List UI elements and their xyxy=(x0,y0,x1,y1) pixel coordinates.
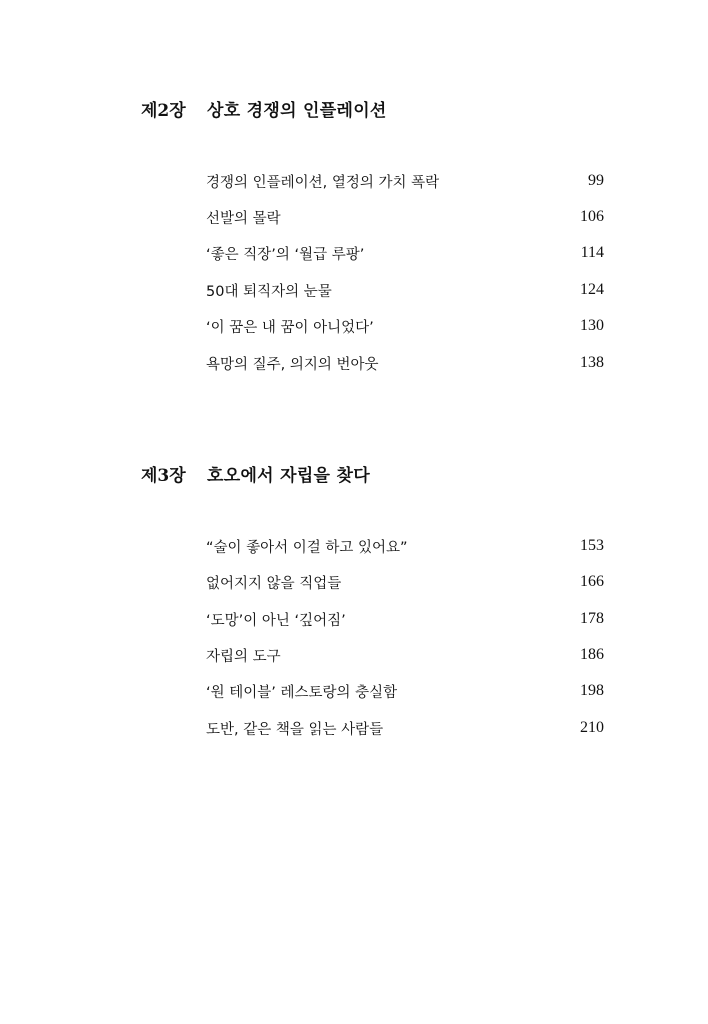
toc-entry[interactable] xyxy=(206,352,604,374)
chapter-title: 호오에서 자립을 찾다 xyxy=(207,466,370,486)
entry-page-number: 153 xyxy=(580,537,604,554)
toc-entry[interactable] xyxy=(206,315,604,337)
entry-page-number: 210 xyxy=(580,719,604,736)
entry-title: ‘원 테이블’ 레스토랑의 충실함 xyxy=(206,684,398,701)
entry-page-number: 99 xyxy=(588,172,604,189)
toc-entry[interactable] xyxy=(206,206,604,228)
entry-title: 욕망의 질주, 의지의 번아웃 xyxy=(206,356,379,373)
toc-entry[interactable] xyxy=(206,279,604,301)
entry-title: ‘이 꿈은 내 꿈이 아니었다’ xyxy=(206,319,374,336)
chapter-number: 제3장 xyxy=(141,466,186,486)
toc-entry[interactable] xyxy=(206,644,604,666)
toc-entry[interactable] xyxy=(206,170,604,192)
entry-title: ‘좋은 직장’의 ‘월급 루팡’ xyxy=(206,246,365,263)
entry-title: “술이 좋아서 이걸 하고 있어요” xyxy=(206,539,408,556)
entry-page-number: 124 xyxy=(580,281,604,298)
entry-title: 없어지지 않을 직업들 xyxy=(206,575,342,592)
entry-title: 50대 퇴직자의 눈물 xyxy=(206,283,332,300)
toc-entry[interactable] xyxy=(206,680,604,702)
entry-title: ‘도망’이 아닌 ‘깊어짐’ xyxy=(206,612,346,629)
chapter-number: 제2장 xyxy=(141,101,186,121)
entry-page-number: 186 xyxy=(580,646,604,663)
chapter-heading xyxy=(141,96,387,121)
entry-page-number: 138 xyxy=(580,354,604,371)
toc-entry[interactable] xyxy=(206,717,604,739)
entry-page-number: 130 xyxy=(580,317,604,334)
entry-title: 자립의 도구 xyxy=(206,648,281,665)
entry-page-number: 106 xyxy=(580,208,604,225)
entry-title: 도반, 같은 책을 읽는 사람들 xyxy=(206,721,384,738)
toc-entry[interactable] xyxy=(206,608,604,630)
entry-page-number: 178 xyxy=(580,610,604,627)
toc-entry[interactable] xyxy=(206,242,604,264)
entry-page-number: 198 xyxy=(580,682,604,699)
entry-title: 선발의 몰락 xyxy=(206,210,281,227)
chapter-heading xyxy=(141,461,370,486)
toc-entry[interactable] xyxy=(206,535,604,557)
entry-title: 경쟁의 인플레이션, 열정의 가치 폭락 xyxy=(206,174,440,191)
toc-entry[interactable] xyxy=(206,571,604,593)
chapter-title: 상호 경쟁의 인플레이션 xyxy=(207,101,387,121)
entry-page-number: 166 xyxy=(580,573,604,590)
entry-page-number: 114 xyxy=(580,244,604,261)
